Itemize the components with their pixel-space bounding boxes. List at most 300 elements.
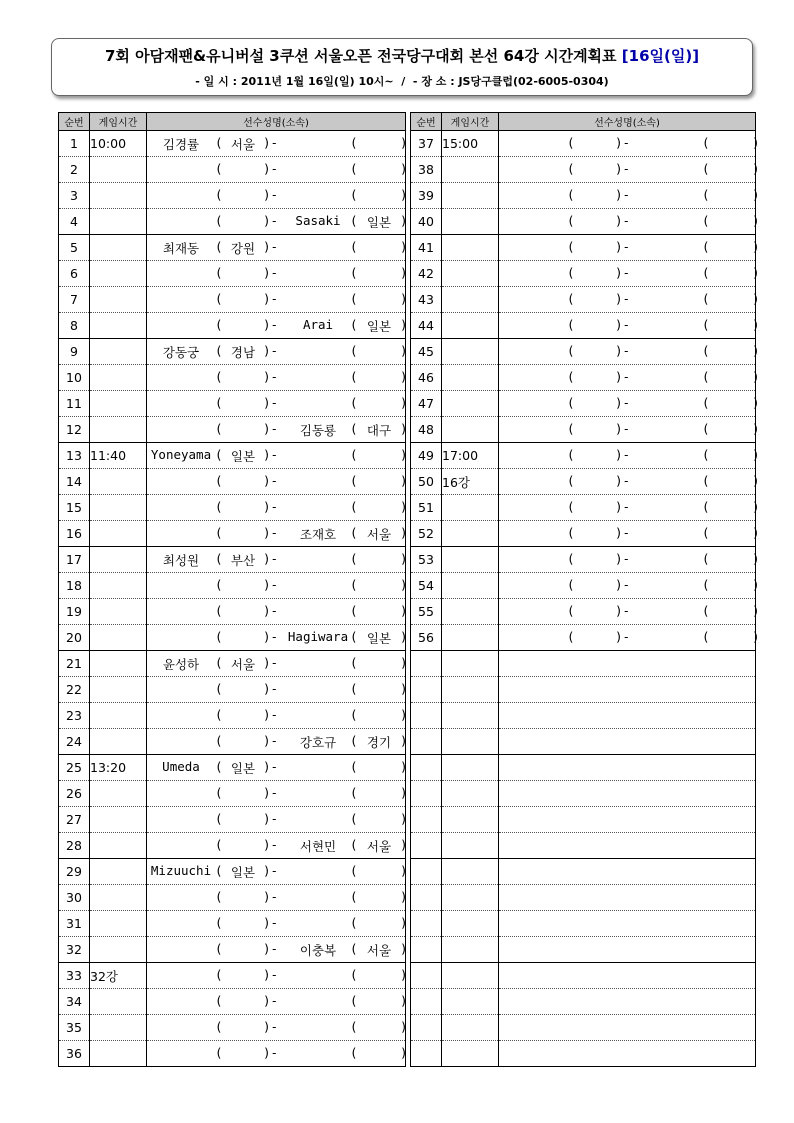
table-row	[59, 365, 406, 391]
match-players	[499, 729, 756, 755]
game-time	[90, 1041, 147, 1067]
row-number: 12	[59, 417, 90, 443]
player1-affil-open: (	[215, 759, 223, 774]
game-time	[90, 521, 147, 547]
player2-affil-open: (	[350, 551, 358, 566]
player2-affil-open: (	[702, 473, 710, 488]
row-number	[411, 937, 442, 963]
player2-affil-close: )	[400, 577, 408, 592]
player2-affil-open: (	[702, 213, 710, 228]
match-players	[499, 755, 756, 781]
row-number: 52	[411, 521, 442, 547]
player2-affil-open: (	[702, 161, 710, 176]
match-players	[147, 313, 406, 339]
table-row	[411, 1041, 756, 1067]
game-time	[442, 625, 499, 651]
player2-affil-open: (	[702, 499, 710, 514]
player1-affil-close: )-	[615, 499, 631, 514]
player1-affil-open: (	[215, 785, 223, 800]
player1-affil-close: )-	[263, 915, 279, 930]
player2-affil-open: (	[350, 915, 358, 930]
player1-affil-close: )-	[263, 135, 279, 150]
schedule-table-left	[58, 112, 406, 1067]
player2-name: Arai	[302, 317, 334, 332]
player1-affil-open: (	[215, 421, 223, 436]
row-number: 3	[59, 183, 90, 209]
player1-affil-open: (	[215, 473, 223, 488]
player2-affil-close: )	[752, 265, 760, 280]
match-players	[147, 833, 406, 859]
player1-affil-close: )-	[263, 369, 279, 384]
game-time	[442, 183, 499, 209]
player1-affil-close: )-	[263, 499, 279, 514]
player2-affil-close: )	[752, 369, 760, 384]
game-time	[442, 989, 499, 1015]
player2-affil-close: )	[400, 707, 408, 722]
player1-affil-open: (	[215, 187, 223, 202]
match-players	[147, 599, 406, 625]
player1-affil-open: (	[567, 317, 575, 332]
table-row	[411, 183, 756, 209]
game-time	[442, 651, 499, 677]
player1-affil-close: )-	[615, 291, 631, 306]
game-time	[90, 651, 147, 677]
row-number: 42	[411, 261, 442, 287]
row-number: 43	[411, 287, 442, 313]
row-number: 37	[411, 131, 442, 157]
row-number: 35	[59, 1015, 90, 1041]
player1-affil-close: )-	[263, 993, 279, 1008]
table-row	[59, 573, 406, 599]
player1-affil-open: (	[567, 603, 575, 618]
row-number: 7	[59, 287, 90, 313]
player1-affil-close: )-	[615, 473, 631, 488]
player1-affil-close: )-	[615, 395, 631, 410]
game-time	[90, 625, 147, 651]
player1-affil-open: (	[215, 1019, 223, 1034]
row-number: 13	[59, 443, 90, 469]
table-row	[411, 261, 756, 287]
player1-affil-open: (	[215, 239, 223, 254]
match-players	[147, 131, 406, 157]
row-number: 15	[59, 495, 90, 521]
match-players	[499, 209, 760, 235]
game-time	[442, 157, 499, 183]
player1-affil-close: )-	[263, 707, 279, 722]
player2-affil-close: )	[400, 551, 408, 566]
table-row	[59, 495, 406, 521]
player1-affiliation: 일본	[230, 449, 256, 464]
player1-affil-close: )-	[615, 265, 631, 280]
row-number: 27	[59, 807, 90, 833]
row-number: 41	[411, 235, 442, 261]
match-players	[499, 963, 756, 989]
row-number: 9	[59, 339, 90, 365]
player1-affil-open: (	[215, 941, 223, 956]
player1-affil-close: )-	[263, 213, 279, 228]
player2-affiliation: 서울	[366, 527, 392, 542]
match-players	[499, 313, 760, 339]
table-row	[411, 885, 756, 911]
table-row	[411, 807, 756, 833]
row-number: 44	[411, 313, 442, 339]
match-players	[499, 261, 760, 287]
row-number: 39	[411, 183, 442, 209]
player1-affil-open: (	[215, 291, 223, 306]
player1-affil-close: )-	[263, 317, 279, 332]
table-row	[59, 183, 406, 209]
table-row	[59, 911, 406, 937]
table-row	[411, 729, 756, 755]
game-time	[442, 703, 499, 729]
player1-affil-open: (	[215, 499, 223, 514]
player2-affil-close: )	[400, 915, 408, 930]
match-players	[147, 755, 406, 781]
player1-affil-open: (	[567, 473, 575, 488]
page-title	[52, 45, 752, 66]
player2-affil-close: )	[752, 317, 760, 332]
player1-affil-close: )-	[615, 629, 631, 644]
player2-affil-open: (	[702, 603, 710, 618]
game-time	[90, 365, 147, 391]
player2-name: 강호규	[299, 735, 337, 750]
table-header-row	[411, 113, 756, 131]
player2-affil-close: )	[400, 265, 408, 280]
match-players	[499, 235, 760, 261]
game-time: 17:00	[442, 443, 499, 469]
player1-affil-open: (	[567, 239, 575, 254]
player1-affiliation: 일본	[230, 865, 256, 880]
player2-affil-close: )	[752, 629, 760, 644]
row-number: 33	[59, 963, 90, 989]
match-players	[499, 677, 756, 703]
table-row	[59, 729, 406, 755]
player1-affil-close: )-	[615, 447, 631, 462]
player1-affil-open: (	[567, 499, 575, 514]
game-time	[442, 937, 499, 963]
player1-affil-open: (	[215, 681, 223, 696]
player2-name: Sasaki	[295, 213, 341, 228]
player1-affil-open: (	[215, 655, 223, 670]
row-number: 54	[411, 573, 442, 599]
table-row	[59, 443, 406, 469]
player2-affiliation: 일본	[366, 215, 392, 230]
player1-affil-close: )-	[263, 863, 279, 878]
row-number: 17	[59, 547, 90, 573]
player2-affiliation: 서울	[366, 943, 392, 958]
player1-affil-open: (	[215, 993, 223, 1008]
player2-affil-open: (	[350, 161, 358, 176]
game-time	[442, 781, 499, 807]
table-row	[59, 781, 406, 807]
row-number	[411, 781, 442, 807]
player1-affil-close: )-	[263, 187, 279, 202]
game-time	[90, 729, 147, 755]
player1-affil-open: (	[567, 265, 575, 280]
match-players	[499, 989, 756, 1015]
row-number: 48	[411, 417, 442, 443]
match-players	[147, 365, 406, 391]
player2-affil-close: )	[752, 447, 760, 462]
player1-affil-open: (	[215, 837, 223, 852]
header-box	[51, 38, 753, 96]
player1-affil-open: (	[215, 525, 223, 540]
table-row	[411, 573, 756, 599]
player2-affil-open: (	[350, 577, 358, 592]
table-row	[59, 469, 406, 495]
match-players	[499, 417, 760, 443]
game-time	[90, 937, 147, 963]
match-players	[499, 443, 760, 469]
player1-affil-open: (	[215, 369, 223, 384]
row-number: 40	[411, 209, 442, 235]
player1-affiliation: 부산	[230, 553, 256, 568]
player2-affil-close: )	[400, 629, 408, 644]
row-number: 30	[59, 885, 90, 911]
table-row	[59, 313, 406, 339]
game-time	[90, 833, 147, 859]
row-number	[411, 833, 442, 859]
row-number	[411, 885, 442, 911]
row-number: 20	[59, 625, 90, 651]
match-players	[499, 911, 756, 937]
player2-affil-open: (	[350, 603, 358, 618]
row-number: 5	[59, 235, 90, 261]
player1-affil-close: )-	[263, 759, 279, 774]
player2-affil-open: (	[350, 525, 358, 540]
player2-affil-open: (	[702, 135, 710, 150]
player2-affil-close: )	[752, 291, 760, 306]
match-players	[499, 547, 760, 573]
player1-affil-close: )-	[263, 161, 279, 176]
player2-affil-close: )	[400, 785, 408, 800]
table-row	[59, 963, 406, 989]
player2-affil-open: (	[702, 369, 710, 384]
player1-affil-open: (	[215, 707, 223, 722]
player2-affil-open: (	[702, 577, 710, 592]
row-number: 36	[59, 1041, 90, 1067]
player1-affil-open: (	[567, 161, 575, 176]
player1-affil-open: (	[215, 213, 223, 228]
match-players	[499, 469, 760, 495]
match-players	[499, 287, 760, 313]
player1-affil-open: (	[215, 551, 223, 566]
player2-affil-open: (	[702, 629, 710, 644]
player2-affil-open: (	[350, 447, 358, 462]
match-players	[147, 157, 406, 183]
game-time	[90, 859, 147, 885]
player2-affil-close: )	[400, 967, 408, 982]
player1-name: 최재동	[162, 241, 200, 256]
player1-affil-open: (	[215, 135, 223, 150]
player2-affil-open: (	[702, 421, 710, 436]
player2-affil-open: (	[702, 551, 710, 566]
player2-affil-close: )	[752, 499, 760, 514]
player2-affil-close: )	[400, 291, 408, 306]
player2-affil-open: (	[350, 291, 358, 306]
table-row	[411, 313, 756, 339]
player2-affil-close: )	[752, 135, 760, 150]
player1-affil-close: )-	[263, 941, 279, 956]
game-time	[442, 365, 499, 391]
table-row	[59, 937, 406, 963]
player2-affil-close: )	[752, 525, 760, 540]
match-players	[147, 807, 406, 833]
match-players	[499, 625, 760, 651]
row-number	[411, 1015, 442, 1041]
player2-affil-close: )	[400, 681, 408, 696]
table-body-left	[59, 131, 406, 1067]
player1-affil-open: (	[215, 603, 223, 618]
player2-affil-close: )	[400, 317, 408, 332]
match-players	[147, 209, 406, 235]
player2-affil-close: )	[400, 941, 408, 956]
row-number: 31	[59, 911, 90, 937]
player1-affil-close: )-	[263, 785, 279, 800]
row-number: 21	[59, 651, 90, 677]
match-players	[499, 1015, 756, 1041]
row-number	[411, 807, 442, 833]
player1-affil-open: (	[215, 863, 223, 878]
row-number: 16	[59, 521, 90, 547]
player2-affil-close: )	[400, 655, 408, 670]
row-number: 47	[411, 391, 442, 417]
match-players	[147, 989, 406, 1015]
match-players	[147, 443, 406, 469]
player2-affil-open: (	[702, 265, 710, 280]
game-time	[442, 261, 499, 287]
player1-affil-close: )-	[615, 317, 631, 332]
match-players	[147, 287, 406, 313]
player1-affil-close: )-	[615, 577, 631, 592]
table-row	[411, 417, 756, 443]
player2-affil-open: (	[350, 239, 358, 254]
player1-affil-close: )-	[263, 395, 279, 410]
table-row	[59, 391, 406, 417]
player1-affil-open: (	[215, 161, 223, 176]
match-players	[499, 807, 756, 833]
player2-affil-close: )	[400, 733, 408, 748]
player2-affil-close: )	[752, 551, 760, 566]
table-row	[411, 235, 756, 261]
row-number: 29	[59, 859, 90, 885]
player1-affil-open: (	[567, 343, 575, 358]
col-header-no: 순번	[59, 113, 90, 131]
player1-affil-close: )-	[263, 733, 279, 748]
game-time: 16강	[442, 469, 499, 495]
title-date: [16일(일)]	[621, 47, 700, 65]
player1-affil-open: (	[215, 317, 223, 332]
player1-affil-open: (	[567, 395, 575, 410]
player2-affiliation: 대구	[366, 423, 392, 438]
player2-affil-open: (	[350, 967, 358, 982]
player1-affil-close: )-	[263, 239, 279, 254]
player1-affil-open: (	[215, 915, 223, 930]
game-time	[442, 963, 499, 989]
match-players	[499, 885, 756, 911]
match-players	[147, 391, 406, 417]
game-time	[90, 885, 147, 911]
player2-affil-open: (	[350, 759, 358, 774]
match-players	[499, 781, 756, 807]
table-row	[59, 703, 406, 729]
match-players	[499, 495, 760, 521]
table-row	[411, 521, 756, 547]
player2-affil-close: )	[400, 343, 408, 358]
player1-affil-close: )-	[263, 603, 279, 618]
player2-affil-open: (	[350, 499, 358, 514]
game-time	[90, 911, 147, 937]
player2-affiliation: 일본	[366, 631, 392, 646]
row-number: 6	[59, 261, 90, 287]
player2-affil-close: )	[400, 1019, 408, 1034]
player1-affil-close: )-	[615, 421, 631, 436]
player1-affil-close: )-	[615, 213, 631, 228]
game-time	[90, 339, 147, 365]
player2-affil-close: )	[400, 161, 408, 176]
row-number: 53	[411, 547, 442, 573]
row-number	[411, 677, 442, 703]
game-time	[90, 183, 147, 209]
table-row	[59, 131, 406, 157]
player2-affil-close: )	[400, 473, 408, 488]
game-time	[442, 547, 499, 573]
player2-affil-close: )	[400, 811, 408, 826]
table-row	[411, 365, 756, 391]
game-time	[442, 209, 499, 235]
player2-name: 이충복	[299, 943, 337, 958]
player1-affiliation: 서울	[230, 137, 256, 152]
player2-affil-open: (	[350, 1019, 358, 1034]
game-time	[90, 469, 147, 495]
player1-affil-close: )-	[263, 421, 279, 436]
table-row	[411, 625, 756, 651]
table-row	[59, 859, 406, 885]
player1-affil-open: (	[567, 135, 575, 150]
player2-affiliation: 경기	[366, 735, 392, 750]
table-row	[59, 677, 406, 703]
game-time	[442, 1041, 499, 1067]
player1-affil-close: )-	[263, 1045, 279, 1060]
player2-affil-open: (	[350, 421, 358, 436]
game-time	[442, 859, 499, 885]
player1-affil-open: (	[215, 1045, 223, 1060]
player2-affil-close: )	[400, 421, 408, 436]
game-time	[442, 495, 499, 521]
player2-affil-close: )	[400, 135, 408, 150]
player2-affil-open: (	[350, 889, 358, 904]
table-row	[411, 1015, 756, 1041]
game-time	[442, 573, 499, 599]
player2-affiliation: 일본	[366, 319, 392, 334]
player2-affil-close: )	[400, 863, 408, 878]
row-number: 11	[59, 391, 90, 417]
table-row	[411, 547, 756, 573]
player1-name: 강동궁	[162, 345, 200, 360]
player2-affil-open: (	[350, 395, 358, 410]
match-players	[499, 937, 756, 963]
schedule-table-right	[410, 112, 760, 1067]
player2-affil-close: )	[752, 577, 760, 592]
player2-affil-open: (	[702, 317, 710, 332]
game-time	[90, 807, 147, 833]
row-number: 14	[59, 469, 90, 495]
match-players	[147, 625, 406, 651]
player1-affil-open: (	[567, 525, 575, 540]
player1-name: 김경률	[162, 137, 200, 152]
player2-affil-open: (	[350, 785, 358, 800]
player1-affil-close: )-	[615, 525, 631, 540]
